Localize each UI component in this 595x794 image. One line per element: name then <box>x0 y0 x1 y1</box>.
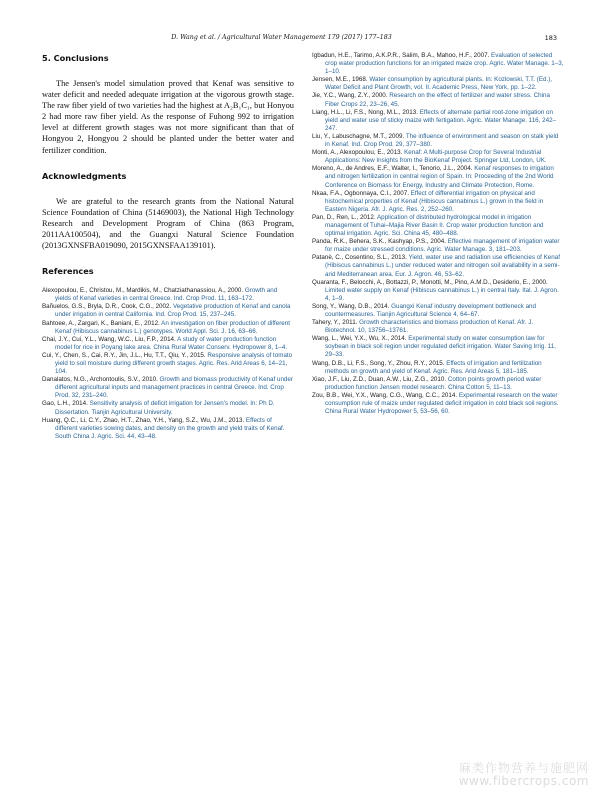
reference-authors: Igbadun, H.E., Tarimo, A.K.P.R., Salim, B.A., Mahoo, H.F., 2007. <box>312 52 492 59</box>
conclusions-heading: 5. Conclusions <box>42 53 109 63</box>
acknowledgments-heading: Acknowledgments <box>42 170 127 181</box>
reference-authors: Bañuelos, G.S., Bryla, D.R., Cook, C.G., 2002. <box>42 303 173 311</box>
reference-authors: Huang, Q.C., Li, C.Y., Zhao, H.T., Zhao, Y.H., Yang, S.Z., Wu, J.M., 2013. <box>42 416 246 424</box>
reference-list-right <box>312 52 564 416</box>
reference-authors: Cui, Y., Chen, S., Cai, R.Y., Jin, J.L., Hu, T.T., Qiu, Y., 2015. <box>42 351 208 359</box>
reference-link[interactable]: Effects of different varieties sowing dates, and density on the growth and yield traits of Kenaf. South China J. Agric. Sci. 44, 43–48. <box>55 416 285 440</box>
reference-link[interactable]: Yield, water use and radiation use efficiencies of Kenaf (Hibiscus cannabinus L.) under reduced water and nitrogen soil availability in a semi-arid Mediterranean area. Eur. J. Agron. 46, 53–62. <box>325 254 560 278</box>
reference-link[interactable]: Cotton points growth period water production function Jensen model research. China Cotton 5, 11–13. <box>325 375 542 391</box>
reference-item <box>42 303 294 319</box>
reference-authors: Xiao, J.F., Liu, Z.D., Duan, A.W., Liu, Z.G., 2010. <box>312 375 448 383</box>
reference-authors: Chai, J.Y., Cui, Y.L., Wang, W.C., Liu, F.P., 2014. <box>42 335 178 343</box>
reference-item <box>42 400 294 416</box>
reference-link[interactable]: An investigation on fiber production of different Kenaf (Hibiscus cannabinus L.) genotypes. World Appl. Sci. J. 16, 63–66. <box>55 319 290 335</box>
reference-authors: Gao, L.H., 2014. <box>42 400 90 408</box>
reference-item <box>312 319 564 335</box>
reference-link[interactable]: Growth characteristics and biomass production of Kenaf. Afr. J. Biotechnol. 10, 13756–13761. <box>325 319 534 335</box>
reference-item <box>312 335 564 359</box>
reference-item <box>312 165 564 189</box>
page-number: 183 <box>544 34 557 42</box>
journal-citation: D. Wang et al. / Agricultural Water Management 179 (2017) 177–183 <box>171 34 392 41</box>
reference-link[interactable]: Research on the effect of fertilizer and water stress. China Fiber Crops 22, 23–26, 45. <box>325 92 550 108</box>
reference-link[interactable]: Experimental study on water consumption law for soybean in black soil region under regulated deficit irrigation. Water Saving Irrig. 11, 29–33. <box>325 335 557 359</box>
reference-link[interactable]: A study of water production function model for rice in Poyang lake area. China Rural Water Conserv. Hydropower 8, 1–4. <box>55 335 288 351</box>
reference-item <box>42 417 294 441</box>
reference-link[interactable]: Effect of differential irrigation on physical and histochemical properties of Kenaf (Hibiscus cannabinus L.) grown in the field in Eastern Nigeria. Afr. J. Agric. Res. 2, 252–260. <box>325 189 544 213</box>
reference-link[interactable]: Limited water supply on Kenaf (Hibiscus cannabinus L.) in central Italy. Ital. J. Agron. 4, 1–9. <box>325 286 559 302</box>
reference-item <box>312 76 564 92</box>
reference-authors: Panda, R.K., Behera, S.K., Kashyap, P.S., 2004. <box>312 238 448 246</box>
reference-link[interactable]: Guangxi Kenaf industry development bottleneck and countermeasures. Tianjin Agricultural Science 4, 64–67. <box>325 302 536 318</box>
left-column <box>42 52 294 441</box>
reference-item <box>312 109 564 133</box>
reference-link[interactable]: Effective management of irrigation water for maize under stressed conditions. Agric. Water Manage. 3, 181–203. <box>325 238 560 254</box>
reference-link[interactable]: Effects of alternate partial root-zone irrigation on yield and water use of sticky maize with fertigation. Agric. Water Manage. 116, 242–247. <box>325 108 557 132</box>
reference-item <box>312 254 564 278</box>
reference-link[interactable]: Effects of irrigation and fertilization methods on growth and yield of Kenaf. Agric. Res. Arid Areas 5, 181–185. <box>325 359 542 375</box>
reference-authors: Quaranta, F., Belocchi, A., Bottazzi, P., Monotti, M., Pino, A.M.D., Desiderio, E., 2000. <box>312 278 548 286</box>
reference-item <box>312 133 564 149</box>
conclusions-paragraph: The Jensen's model simulation proved that Kenaf was sensitive to water deficit and needed adequate irrigation at the vigorous growth stage. The raw fiber yield of two varieties had the highest at A₂B₁C₁, but Honyou 2 had more raw fiber yield. As the response of Fuhong 992 to irrigation level at different growth stages was not more significant than that of Hongyou 2, Hongyou 2 should be planted under the better water and fertilizer condition. <box>42 79 294 155</box>
reference-item <box>312 279 564 303</box>
reference-item <box>312 52 564 76</box>
references-heading: References <box>42 266 94 277</box>
reference-link[interactable]: The influence of environment and season on stalk yield in Kenaf. Ind. Crop Prod. 29, 377–380. <box>325 132 559 149</box>
reference-item <box>42 352 294 376</box>
reference-authors: Patanè, C., Cosentino, S.L., 2013. <box>312 254 409 262</box>
reference-link[interactable]: Vegetative production of Kenaf and canola under irrigation in central California. Ind. Crop Prod. 15, 237–245. <box>55 303 291 319</box>
reference-item <box>42 336 294 352</box>
reference-authors: Wang, D.B., Li, F.S., Song, Y., Zhou, R.Y., 2015. <box>312 359 447 367</box>
watermark-chinese-text: 麻类作物营养与施肥网 <box>458 761 589 775</box>
reference-authors: Alexopoulou, E., Christou, M., Mardikis, M., Chatziathanassiou, A., 2000. <box>42 287 245 295</box>
reference-authors: Monti, A., Alexopoulou, E., 2013. <box>312 149 405 157</box>
site-watermark <box>459 762 589 788</box>
right-column <box>312 52 564 416</box>
reference-item <box>312 149 564 165</box>
reference-authors: Moreno, A., de Andres, E.F., Walter, I., Tenorio, J.L., 2004. <box>312 165 475 173</box>
reference-authors: Danalatos, N.G., Archontoulis, S.V., 2010. <box>42 376 160 384</box>
reference-authors: Tahery, Y., 2011. <box>312 319 360 327</box>
reference-authors: Liang, H.L., Li, F.S., Nong, M.L., 2013. <box>312 108 420 116</box>
running-header <box>42 34 557 44</box>
reference-item <box>312 376 564 392</box>
reference-link[interactable]: Growth and biomass productivity of Kenaf under different agricultural inputs and management practices in central Greece. Ind. Crop Prod. 32, 231–240. <box>55 376 293 400</box>
reference-item <box>312 92 564 108</box>
reference-item <box>312 214 564 238</box>
reference-item <box>42 287 294 303</box>
reference-link[interactable]: Application of distributed hydrological model in irrigation management of Tuhai–Majia River Basin II. Crop water production function and optimal irrigation. Agric. Sci. China 45, 480–488. <box>325 213 544 238</box>
reference-link[interactable]: Growth and yields of Kenaf varieties in central Greece. Ind. Crop Prod. 11, 163–172. <box>55 287 278 303</box>
reference-authors: Song, Y., Wang, D.B., 2014. <box>312 302 392 310</box>
reference-authors: Nkaa, F.A., Ogbonnaya, C.I., 2007. <box>312 189 411 197</box>
reference-authors: Pan, D., Ren, L., 2012. <box>312 213 377 221</box>
reference-item <box>312 303 564 319</box>
reference-item <box>42 320 294 336</box>
reference-link[interactable]: Evaluation of selected crop water production functions for an irrigated maize crop. Agric. Water Manage. 1–3, 1–10. <box>325 52 564 76</box>
reference-link[interactable]: Responsive analysis of tomato yield to soil moisture during different growth stages. Agric. Res. Arid Areas 6, 14–21, 104. <box>55 351 293 376</box>
reference-authors: Wang, L., Wei, Y.X., Wu, X., 2014. <box>312 335 409 343</box>
reference-link[interactable]: Experimental research on the water consumption rule of maize under regulated deficit irrigation in cold black soil regions. China Rural Water Hydropower 5, 53–56, 60. <box>325 391 559 416</box>
watermark-url: www.fibercrops.com <box>458 774 589 788</box>
reference-link[interactable]: Kenaf: A Multi-purpose Crop for Several Industrial Applications: New Insights from the BioKenaf Project. Springer Ltd, London, UK. <box>325 149 547 165</box>
reference-item <box>312 190 564 214</box>
reference-item <box>312 392 564 416</box>
reference-item <box>312 360 564 376</box>
reference-authors: Jie, Y.C., Wang, Z.Y., 2000. <box>312 92 390 100</box>
reference-item <box>312 238 564 254</box>
reference-link[interactable]: Sensitivity analysis of deficit irrigation for Jensen's model. In: Ph D. Dissertation. Tianjin Agricultural University. <box>55 400 275 416</box>
acknowledgments-paragraph: We are grateful to the research grants from the National Natural Science Foundation of China (51469003), the National High Technology Research and Development Program of China (863 Program, 2011AA100504), and the Guangxi Natural Science Foundation (2013GXNSFBA019090, 2015GXNSFAA139101). <box>42 196 294 251</box>
reference-list-left <box>42 287 294 441</box>
reference-authors: Jensen, M.E., 1968. <box>312 76 370 84</box>
reference-link[interactable]: Kenaf responses to irrigation and nitrogen fertilization in central region of Spain. In: Proceeding of the 2nd World Conference on Biomass for Energy, Industry and Climate Protection, Rome. <box>325 165 554 189</box>
reference-authors: Liu, Y., Labuschagne, M.T., 2009. <box>312 132 406 140</box>
reference-authors: Zou, B.B., Wei, Y.X., Wang, C.G., Wang, C.C., 2014. <box>312 391 459 399</box>
reference-link[interactable]: Water consumption by agricultural plants. In: Kozlowski, T.T. (Ed.), Water Deficit and Plant Growth, vol. II. Academic Press, New York, pp. 1–22. <box>325 76 553 92</box>
reference-authors: Bahtoee, A., Zargari, K., Baniani, E., 2012. <box>42 319 162 327</box>
reference-item <box>42 376 294 400</box>
